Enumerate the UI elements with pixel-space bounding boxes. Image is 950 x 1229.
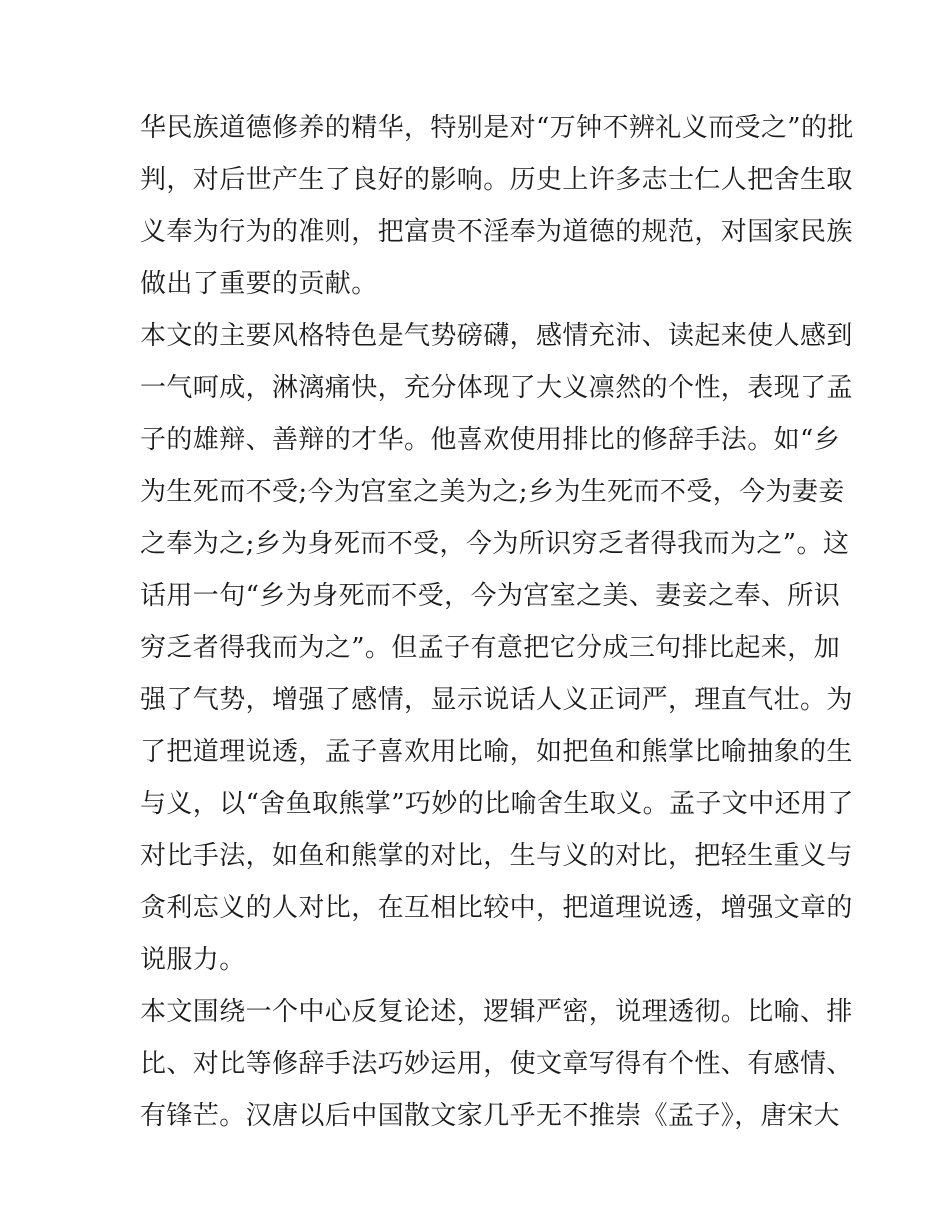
text-line: 本文的主要风格特色是气势磅礴，感情充沛、读起来使人感到: [140, 321, 853, 351]
text-line: 说服力。: [140, 945, 246, 975]
text-line: 做出了重要的贡献。: [140, 269, 378, 299]
text-line: 一气呵成，淋漓痛快，充分体现了大义凛然的个性，表现了孟: [140, 373, 853, 403]
text-line: 与义，以“舍鱼取熊掌”巧妙的比喻舍生取义。孟子文中还用了: [140, 789, 854, 819]
text-line: 强了气势，增强了感情，显示说话人义正词严，理直气壮。为: [140, 685, 853, 715]
text-line: 之奉为之;乡为身死而不受，今为所识穷乏者得我而为之”。这: [140, 529, 850, 559]
text-line: 比、对比等修辞手法巧妙运用，使文章写得有个性、有感情、: [140, 1049, 853, 1079]
text-line: 义奉为行为的准则，把富贵不淫奉为道德的规范，对国家民族: [140, 217, 853, 247]
text-line: 对比手法，如鱼和熊掌的对比，生与义的对比，把轻生重义与: [140, 841, 853, 871]
text-line: 了把道理说透，孟子喜欢用比喻，如把鱼和熊掌比喻抽象的生: [140, 737, 853, 767]
text-line: 穷乏者得我而为之”。但孟子有意把它分成三句排比起来，加: [140, 633, 841, 663]
document-body: [140, 102, 854, 1142]
text-line: 有锋芒。汉唐以后中国散文家几乎无不推崇《孟子》，唐宋大: [140, 1101, 840, 1131]
text-line: 子的雄辩、善辩的才华。他喜欢使用排比的修辞手法。如“乡: [140, 425, 841, 455]
text-line: 贪利忘义的人对比，在互相比较中，把道理说透，增强文章的: [140, 893, 853, 923]
text-line: 华民族道德修养的精华，特别是对“万钟不辨礼义而受之”的批: [140, 113, 854, 143]
text-line: 本文围绕一个中心反复论述，逻辑严密，说理透彻。比喻、排: [140, 997, 853, 1027]
text-line: 判，对后世产生了良好的影响。历史上许多志士仁人把舍生取: [140, 165, 853, 195]
text-line: 为生死而不受;今为宫室之美为之;乡为生死而不受，今为妻妾: [140, 477, 845, 507]
text-line: 话用一句“乡为身死而不受，今为宫室之美、妻妾之奉、所识: [140, 581, 841, 611]
